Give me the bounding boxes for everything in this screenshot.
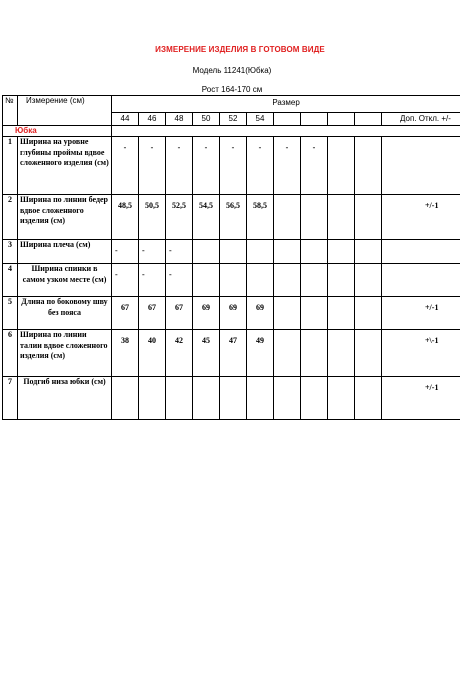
value-cell	[355, 297, 382, 330]
size-cell: 50	[193, 113, 220, 126]
value-cell: 48,5	[112, 195, 139, 240]
value-cell: 54,5	[193, 195, 220, 240]
value-cell	[193, 264, 220, 297]
value-cell: -	[112, 137, 139, 195]
value-cell	[355, 137, 382, 195]
table-row	[3, 264, 460, 297]
value-cell: -	[247, 137, 274, 195]
table-row	[3, 377, 460, 420]
value-cell: -	[274, 137, 301, 195]
value-cell	[274, 240, 301, 264]
table-row	[3, 240, 460, 264]
value-cell: 67	[139, 297, 166, 330]
value-cell: -	[166, 240, 193, 264]
value-cell	[274, 330, 301, 377]
size-cell: 54	[247, 113, 274, 126]
measurement-name: Ширина на уровне глубины проймы вдвое сложенного изделия (см)	[18, 137, 112, 195]
value-cell	[112, 377, 139, 420]
value-cell: -	[112, 264, 139, 297]
row-number: 2	[3, 195, 18, 240]
value-cell: -	[139, 264, 166, 297]
value-cell	[274, 377, 301, 420]
value-cell	[328, 330, 355, 377]
measurement-name: Ширина спинки в самом узком месте (см)	[18, 264, 112, 297]
value-cell	[301, 377, 328, 420]
value-cell: 38	[112, 330, 139, 377]
table-body	[3, 96, 460, 420]
header-tolerance: Доп. Откл. +/-	[382, 113, 460, 126]
value-cell	[355, 330, 382, 377]
size-cell	[274, 113, 301, 126]
value-cell	[139, 377, 166, 420]
row-number: 6	[3, 330, 18, 377]
value-cell: 49	[247, 330, 274, 377]
tolerance-cell: +/-1	[382, 195, 460, 240]
measurement-table	[2, 95, 460, 420]
page-title: ИЗМЕРЕНИЕ ИЗДЕЛИЯ В ГОТОВОМ ВИДЕ	[155, 45, 325, 54]
row-number: 4	[3, 264, 18, 297]
value-cell: -	[139, 137, 166, 195]
measurement-name: Длина по боковому шву без пояса	[18, 297, 112, 330]
value-cell: 69	[247, 297, 274, 330]
value-cell: 56,5	[220, 195, 247, 240]
size-cell: 46	[139, 113, 166, 126]
section-label: Юбка	[3, 126, 112, 137]
value-cell: -	[166, 264, 193, 297]
value-cell: 67	[112, 297, 139, 330]
value-cell	[193, 240, 220, 264]
tolerance-cell: +\-1	[382, 330, 460, 377]
value-cell	[274, 195, 301, 240]
measurement-name: Ширина плеча (см)	[18, 240, 112, 264]
table-row	[3, 195, 460, 240]
header-size: Размер	[112, 96, 460, 113]
value-cell	[220, 264, 247, 297]
value-cell	[301, 297, 328, 330]
value-cell: 58,5	[247, 195, 274, 240]
value-cell: 67	[166, 297, 193, 330]
value-cell	[328, 195, 355, 240]
measurement-name: Ширина по линии бедер вдвое сложенного изделия (см)	[18, 195, 112, 240]
value-cell	[328, 137, 355, 195]
value-cell	[166, 377, 193, 420]
tolerance-cell: +/-1	[382, 297, 460, 330]
measurement-name: Подгиб низа юбки (см)	[18, 377, 112, 420]
value-cell: 52,5	[166, 195, 193, 240]
value-cell: 45	[193, 330, 220, 377]
value-cell	[355, 377, 382, 420]
value-cell: -	[220, 137, 247, 195]
size-cell: 52	[220, 113, 247, 126]
size-cell: 44	[112, 113, 139, 126]
size-cell: 48	[166, 113, 193, 126]
value-cell	[301, 330, 328, 377]
row-number: 1	[3, 137, 18, 195]
tolerance-cell	[382, 240, 460, 264]
value-cell: 42	[166, 330, 193, 377]
value-cell: 50,5	[139, 195, 166, 240]
value-cell: 69	[193, 297, 220, 330]
section-filler	[112, 126, 460, 137]
row-number: 7	[3, 377, 18, 420]
value-cell	[247, 240, 274, 264]
value-cell	[193, 377, 220, 420]
value-cell	[301, 195, 328, 240]
value-cell	[220, 377, 247, 420]
header-measurement: Измерение (см)	[18, 96, 112, 126]
row-number: 3	[3, 240, 18, 264]
header-row	[3, 96, 460, 113]
value-cell: 47	[220, 330, 247, 377]
row-number: 5	[3, 297, 18, 330]
table-row	[3, 297, 460, 330]
tolerance-cell: +/-1	[382, 377, 460, 420]
value-cell: -	[166, 137, 193, 195]
value-cell: 69	[220, 297, 247, 330]
tolerance-cell	[382, 264, 460, 297]
value-cell	[328, 240, 355, 264]
value-cell	[247, 377, 274, 420]
value-cell: -	[193, 137, 220, 195]
header-num: №	[3, 96, 18, 126]
value-cell: -	[301, 137, 328, 195]
value-cell	[355, 240, 382, 264]
table-row	[3, 137, 460, 195]
height-label: Рост 164-170 см	[201, 85, 263, 94]
model-label: Модель 11241(Юбка)	[192, 66, 272, 75]
value-cell: -	[139, 240, 166, 264]
size-cell	[328, 113, 355, 126]
value-cell	[274, 264, 301, 297]
value-cell: -	[112, 240, 139, 264]
value-cell	[274, 297, 301, 330]
value-cell: 40	[139, 330, 166, 377]
size-cell	[355, 113, 382, 126]
section-row	[3, 126, 460, 137]
value-cell	[328, 377, 355, 420]
measurement-name: Ширина по линии талии вдвое сложенного изделия (см)	[18, 330, 112, 377]
value-cell	[301, 264, 328, 297]
value-cell	[355, 264, 382, 297]
value-cell	[301, 240, 328, 264]
value-cell	[247, 264, 274, 297]
value-cell	[328, 297, 355, 330]
value-cell	[328, 264, 355, 297]
value-cell	[355, 195, 382, 240]
tolerance-cell	[382, 137, 460, 195]
value-cell	[220, 240, 247, 264]
size-cell	[301, 113, 328, 126]
table-row	[3, 330, 460, 377]
